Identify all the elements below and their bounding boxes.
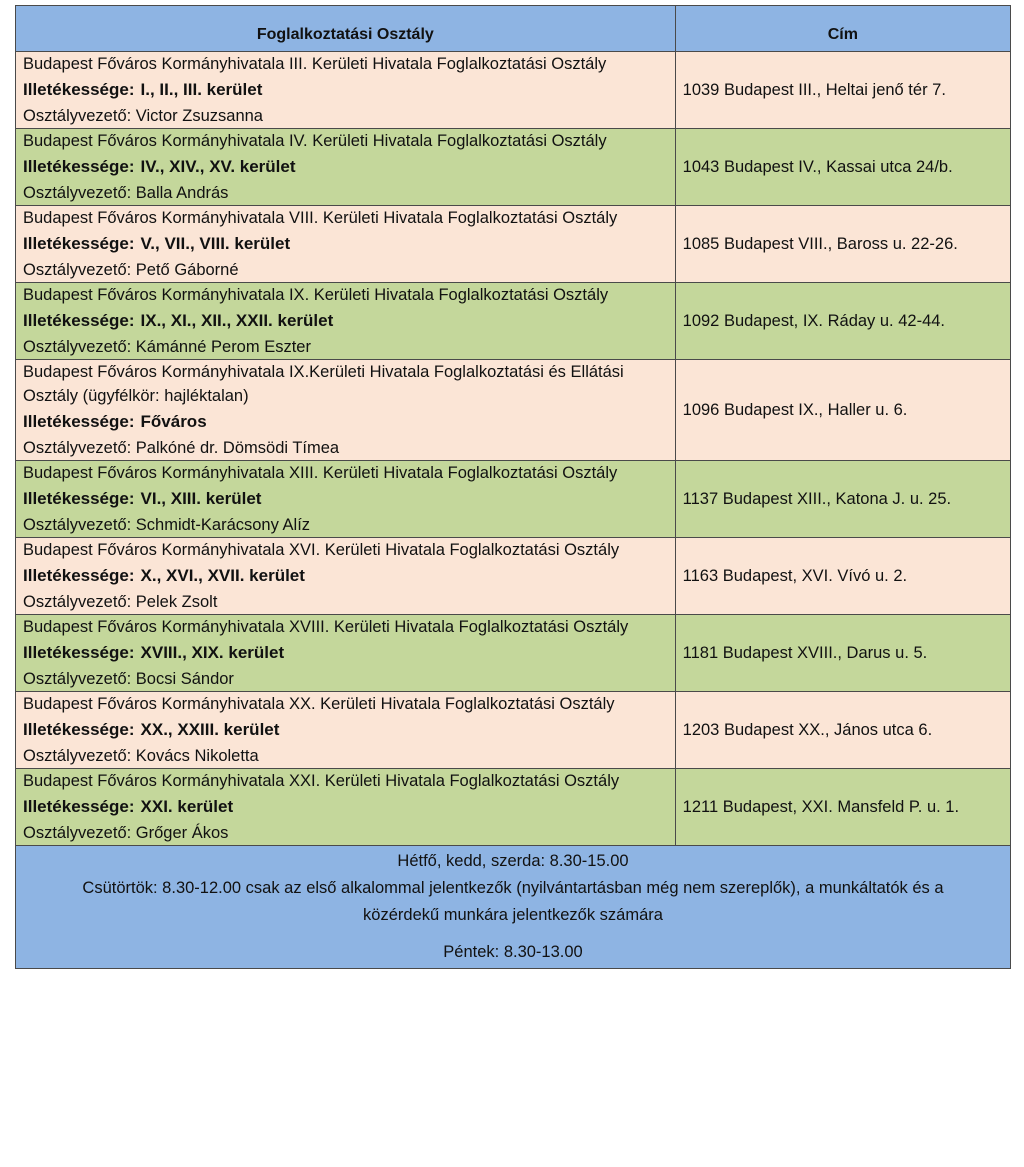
jurisdiction (23, 153, 668, 181)
hours-friday: Péntek: 8.30-13.00 (443, 943, 583, 961)
department-head: Osztályvezető: Victor Zsuzsanna (23, 107, 263, 125)
office-name: Budapest Főváros Kormányhivatala IX.Kerületi Hivatala Foglalkoztatási és Ellátási Osztály (ügyfélkör: hajléktalan) (23, 363, 624, 405)
jurisdiction (23, 408, 668, 436)
office-address: 1163 Budapest, XVI. Vívó u. 2. (675, 538, 1010, 615)
office-address: 1096 Budapest IX., Haller u. 6. (675, 360, 1010, 461)
office-name: Budapest Főváros Kormányhivatala III. Kerületi Hivatala Foglalkoztatási Osztály (23, 55, 607, 73)
office-name: Budapest Főváros Kormányhivatala XX. Kerületi Hivatala Foglalkoztatási Osztály (23, 695, 615, 713)
office-name: Budapest Főváros Kormányhivatala VIII. Kerületi Hivatala Foglalkoztatási Osztály (23, 209, 618, 227)
jurisdiction-label: Illetékessége: (23, 566, 135, 585)
table-row (16, 360, 1011, 461)
hours-mon-wed: Hétfő, kedd, szerda: 8.30-15.00 (397, 852, 629, 870)
office-name: Budapest Főváros Kormányhivatala XVI. Kerületi Hivatala Foglalkoztatási Osztály (23, 541, 620, 559)
jurisdiction (23, 307, 668, 335)
office-address: 1092 Budapest, IX. Ráday u. 42-44. (675, 283, 1010, 360)
jurisdiction (23, 562, 668, 590)
office-address: 1181 Budapest XVIII., Darus u. 5. (675, 615, 1010, 692)
office-name: Budapest Főváros Kormányhivatala XIII. Kerületi Hivatala Foglalkoztatási Osztály (23, 464, 618, 482)
opening-hours-row (16, 846, 1011, 969)
jurisdiction (23, 76, 668, 104)
jurisdiction (23, 639, 668, 667)
jurisdiction-label: Illetékessége: (23, 489, 135, 508)
table-row (16, 283, 1011, 360)
table-row (16, 769, 1011, 846)
jurisdiction-value: XXI. kerület (140, 797, 234, 816)
office-cell (16, 538, 676, 615)
table-row (16, 52, 1011, 129)
office-cell (16, 52, 676, 129)
office-address: 1043 Budapest IV., Kassai utca 24/b. (675, 129, 1010, 206)
jurisdiction-value: IX., XI., XII., XXII. kerület (140, 311, 334, 330)
office-address: 1137 Budapest XIII., Katona J. u. 25. (675, 461, 1010, 538)
office-cell (16, 615, 676, 692)
department-head: Osztályvezető: Bocsi Sándor (23, 670, 234, 688)
table-row (16, 538, 1011, 615)
office-address: 1039 Budapest III., Heltai jenő tér 7. (675, 52, 1010, 129)
office-cell (16, 692, 676, 769)
office-cell (16, 360, 676, 461)
table-header-row (16, 6, 1011, 52)
office-name: Budapest Főváros Kormányhivatala XVIII. Kerületi Hivatala Foglalkoztatási Osztály (23, 618, 629, 636)
jurisdiction-value: V., VII., VIII. kerület (140, 234, 291, 253)
office-name: Budapest Főváros Kormányhivatala IX. Kerületi Hivatala Foglalkoztatási Osztály (23, 286, 609, 304)
jurisdiction (23, 230, 668, 258)
department-head: Osztályvezető: Grőger Ákos (23, 824, 229, 842)
jurisdiction-value: XX., XXIII. kerület (140, 720, 280, 739)
table-row (16, 129, 1011, 206)
table-row (16, 692, 1011, 769)
department-head: Osztályvezető: Pető Gáborné (23, 261, 239, 279)
header-address: Cím (675, 6, 1010, 52)
jurisdiction-label: Illetékessége: (23, 412, 135, 431)
table-row (16, 206, 1011, 283)
opening-hours (16, 846, 1011, 969)
jurisdiction-value: X., XVI., XVII. kerület (140, 566, 305, 585)
table-row (16, 615, 1011, 692)
office-address: 1203 Budapest XX., János utca 6. (675, 692, 1010, 769)
department-head: Osztályvezető: Palkóné dr. Dömsödi Tímea (23, 439, 340, 457)
department-head: Osztályvezető: Balla András (23, 184, 229, 202)
department-head: Osztályvezető: Schmidt-Karácsony Alíz (23, 516, 311, 534)
jurisdiction-value: I., II., III. kerület (140, 80, 263, 99)
jurisdiction-value: VI., XIII. kerület (140, 489, 262, 508)
header-office: Foglalkoztatási Osztály (16, 6, 676, 52)
jurisdiction-label: Illetékessége: (23, 643, 135, 662)
office-name: Budapest Főváros Kormányhivatala XXI. Kerületi Hivatala Foglalkoztatási Osztály (23, 772, 620, 790)
jurisdiction-label: Illetékessége: (23, 80, 135, 99)
office-cell (16, 206, 676, 283)
jurisdiction (23, 485, 668, 513)
office-cell (16, 283, 676, 360)
office-cell (16, 129, 676, 206)
hours-thursday: Csütörtök: 8.30-12.00 csak az első alkalommal jelentkezők (nyilvántartásban még nem szereplők), a munkáltatók és a közérdekű munkára jelentkezők számára (82, 879, 944, 924)
jurisdiction (23, 793, 668, 821)
department-head: Osztályvezető: Kovács Nikoletta (23, 747, 259, 765)
jurisdiction-label: Illetékessége: (23, 797, 135, 816)
jurisdiction-value: XVIII., XIX. kerület (140, 643, 285, 662)
office-name: Budapest Főváros Kormányhivatala IV. Kerületi Hivatala Foglalkoztatási Osztály (23, 132, 607, 150)
jurisdiction-value: Főváros (140, 412, 207, 431)
offices-table (15, 5, 1011, 969)
jurisdiction-value: IV., XIV., XV. kerület (140, 157, 296, 176)
jurisdiction-label: Illetékessége: (23, 720, 135, 739)
jurisdiction (23, 716, 668, 744)
jurisdiction-label: Illetékessége: (23, 157, 135, 176)
jurisdiction-label: Illetékessége: (23, 234, 135, 253)
office-address: 1211 Budapest, XXI. Mansfeld P. u. 1. (675, 769, 1010, 846)
department-head: Osztályvezető: Kámánné Perom Eszter (23, 338, 311, 356)
office-address: 1085 Budapest VIII., Baross u. 22-26. (675, 206, 1010, 283)
table-row (16, 461, 1011, 538)
office-cell (16, 769, 676, 846)
jurisdiction-label: Illetékessége: (23, 311, 135, 330)
office-cell (16, 461, 676, 538)
department-head: Osztályvezető: Pelek Zsolt (23, 593, 218, 611)
